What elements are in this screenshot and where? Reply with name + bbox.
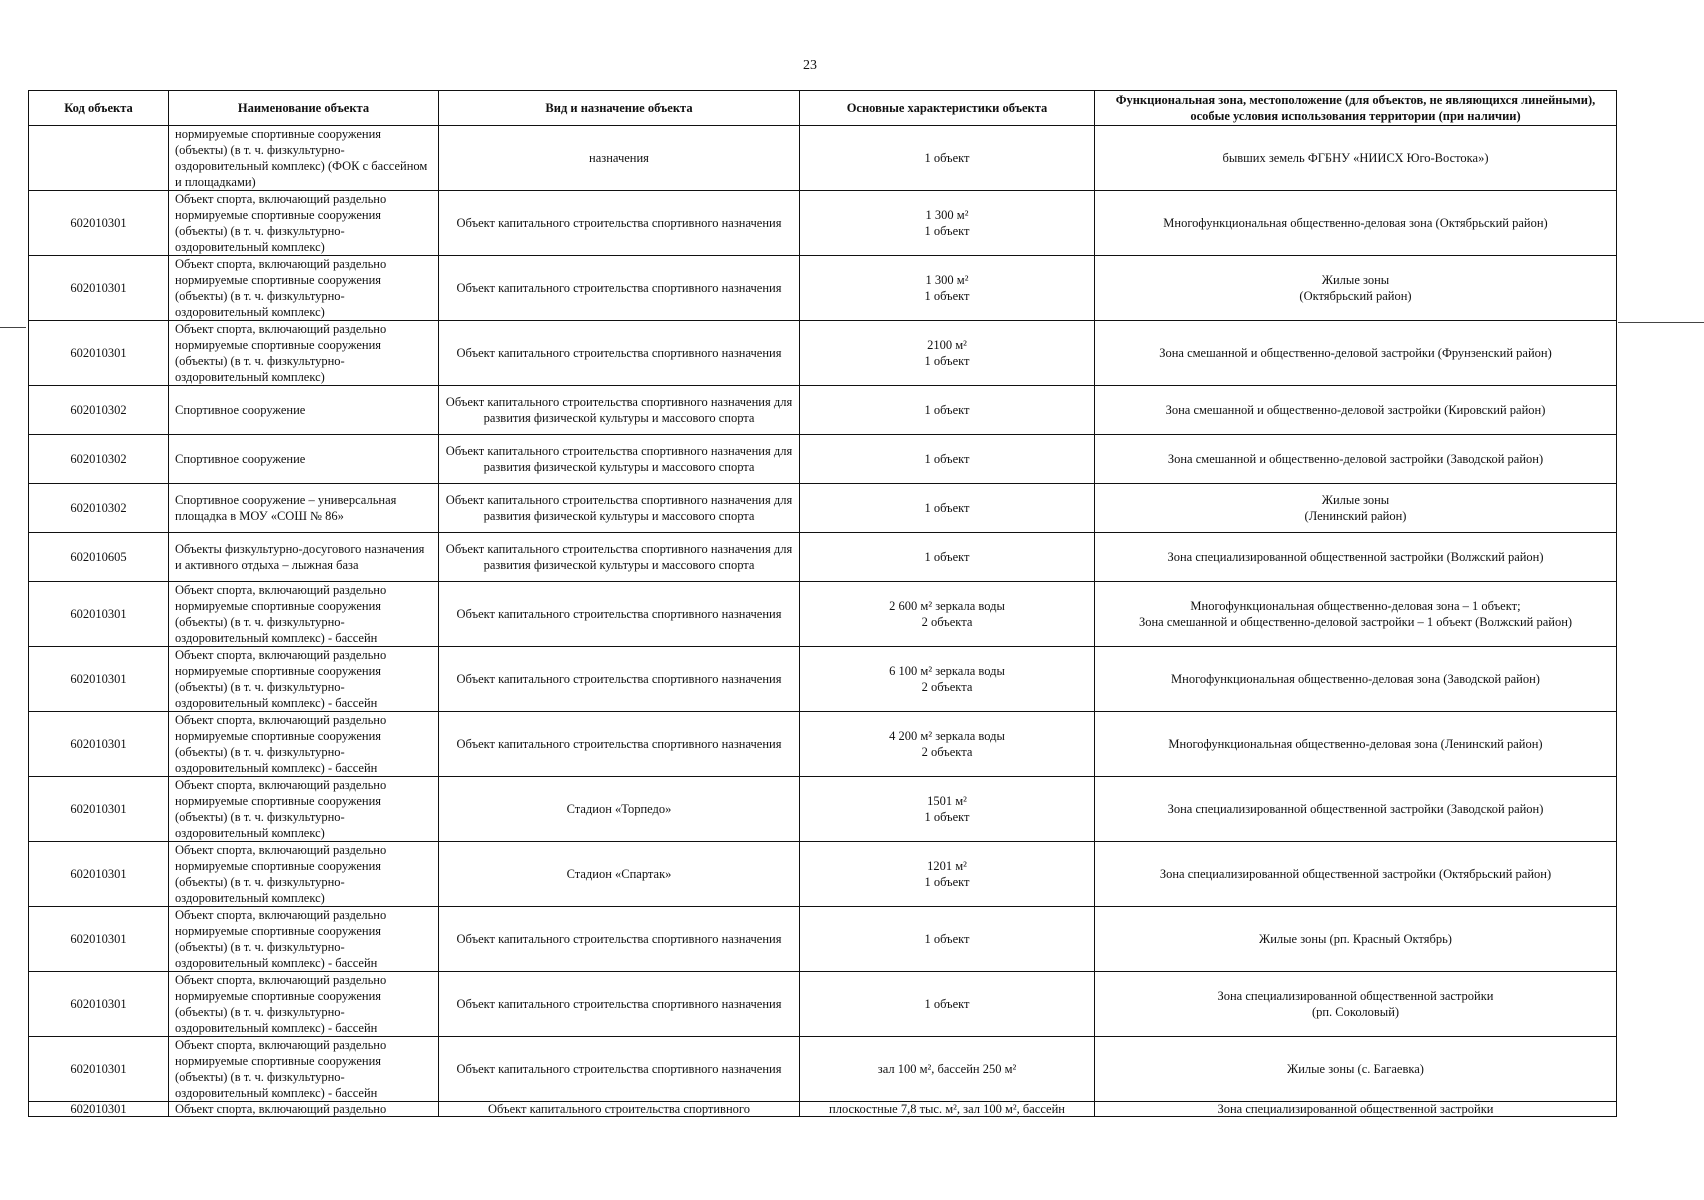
table-row [29,386,1617,435]
table-row-continuation [29,126,1617,191]
characteristics-line: 1201 м² [927,859,967,873]
cell-zone [1095,842,1617,907]
table-row [29,435,1617,484]
characteristics-line: 1 объект [924,354,970,368]
cell-zone: бывших земель ФГБНУ «НИИСХ Юго-Востока») [1095,126,1617,191]
header-characteristics: Основные характеристики объекта [800,91,1095,126]
table-row [29,907,1617,972]
cell-purpose: назначения [439,126,800,191]
zone-line: Многофункциональная общественно-деловая зона (Заводской район) [1171,672,1540,686]
cell-code [29,126,169,191]
cell-characteristics [800,582,1095,647]
table-row [29,191,1617,256]
characteristics-line: 1 объект [924,810,970,824]
zone-line: Зона смешанной и общественно-деловой застройки (Фрунзенский район) [1159,346,1552,360]
cell-name: Спортивное сооружение [169,386,439,435]
table-row [29,777,1617,842]
header-purpose: Вид и назначение объекта [439,91,800,126]
cell-purpose: Объект капитального строительства спортивного назначения [439,972,800,1037]
cell-zone [1095,484,1617,533]
cell-zone [1095,533,1617,582]
cell-purpose: Объект капитального строительства спортивного назначения [439,647,800,712]
table-row [29,256,1617,321]
zone-line: (Ленинский район) [1304,509,1407,523]
table-row [29,1102,1617,1117]
cell-characteristics [800,533,1095,582]
zone-line: Жилые зоны (рп. Красный Октябрь) [1259,932,1452,946]
characteristics-line: 1 объект [924,452,970,466]
cell-purpose: Объект капитального строительства спортивного назначения для развития физической культуры и массового спорта [439,386,800,435]
cell-characteristics [800,842,1095,907]
cell-zone [1095,647,1617,712]
cell-code: 602010302 [29,435,169,484]
cell-characteristics [800,712,1095,777]
cell-name: Объект спорта, включающий раздельно [169,1102,439,1117]
characteristics-line: 1 объект [924,403,970,417]
cell-name: Объект спорта, включающий раздельно нормируемые спортивные сооружения (объекты) (в т. ч. физкультурно-оздоровительный комплекс) - бассейн [169,1037,439,1102]
cell-characteristics [800,484,1095,533]
cell-purpose: Объект капитального строительства спортивного назначения [439,582,800,647]
characteristics-line: 1 объект [924,875,970,889]
cell-name: Объект спорта, включающий раздельно нормируемые спортивные сооружения (объекты) (в т. ч. физкультурно-оздоровительный комплекс) [169,842,439,907]
table-row [29,321,1617,386]
cell-characteristics [800,972,1095,1037]
cell-name: Объект спорта, включающий раздельно нормируемые спортивные сооружения (объекты) (в т. ч. физкультурно-оздоровительный комплекс) - бассейн [169,907,439,972]
cell-characteristics [800,256,1095,321]
cell-name: Объект спорта, включающий раздельно нормируемые спортивные сооружения (объекты) (в т. ч. физкультурно-оздоровительный комплекс) [169,256,439,321]
cell-zone [1095,191,1617,256]
cell-code: 602010301 [29,972,169,1037]
cell-characteristics [800,647,1095,712]
cell-characteristics: 1 объект [800,126,1095,191]
cell-code: 602010301 [29,842,169,907]
cell-purpose: Объект капитального строительства спортивного назначения [439,321,800,386]
characteristics-line: 1 объект [924,501,970,515]
cell-zone [1095,386,1617,435]
cell-name: Спортивное сооружение – универсальная площадка в МОУ «СОШ № 86» [169,484,439,533]
zone-line: Жилые зоны [1321,493,1390,507]
characteristics-line: 1 300 м² [925,208,969,222]
characteristics-line: 1 объект [924,224,970,238]
cell-code: 602010301 [29,907,169,972]
cell-zone [1095,321,1617,386]
cell-code: 602010302 [29,484,169,533]
zone-line: (рп. Соколовый) [1311,1005,1400,1019]
cell-characteristics [800,191,1095,256]
cell-code: 602010301 [29,712,169,777]
cell-zone [1095,712,1617,777]
cell-code: 602010301 [29,191,169,256]
cell-characteristics [800,435,1095,484]
cell-zone [1095,777,1617,842]
characteristics-line: 1 объект [924,289,970,303]
cell-characteristics [800,777,1095,842]
cell-name: Объект спорта, включающий раздельно нормируемые спортивные сооружения (объекты) (в т. ч. физкультурно-оздоровительный комплекс) - бассейн [169,972,439,1037]
cell-name: Объект спорта, включающий раздельно нормируемые спортивные сооружения (объекты) (в т. ч. физкультурно-оздоровительный комплекс) [169,777,439,842]
characteristics-line: 6 100 м² зеркала воды [889,664,1005,678]
cell-code: 602010301 [29,777,169,842]
cell-purpose: Объект капитального строительства спортивного назначения [439,1037,800,1102]
cell-name: Объект спорта, включающий раздельно нормируемые спортивные сооружения (объекты) (в т. ч. физкультурно-оздоровительный комплекс) - бассейн [169,582,439,647]
table-row [29,582,1617,647]
characteristics-line: 1 объект [924,932,970,946]
zone-line: Зона специализированной общественной застройки (Октябрьский район) [1159,867,1552,881]
zone-line: Многофункциональная общественно-деловая зона (Ленинский район) [1168,737,1543,751]
characteristics-line: 1501 м² [927,794,967,808]
zone-line: Жилые зоны (с. Багаевка) [1287,1062,1424,1076]
table-row [29,647,1617,712]
cell-code: 602010301 [29,256,169,321]
cell-code: 602010301 [29,1037,169,1102]
cell-purpose: Объект капитального строительства спортивного [439,1102,800,1117]
cell-purpose: Объект капитального строительства спортивного назначения для развития физической культуры и массового спорта [439,484,800,533]
table-row [29,972,1617,1037]
zone-line: (Октябрьский район) [1299,289,1412,303]
characteristics-line: 4 200 м² зеркала воды [889,729,1005,743]
zone-line: Многофункциональная общественно-деловая зона – 1 объект; [1190,599,1521,613]
characteristics-line: плоскостные 7,8 тыс. м², зал 100 м², бассейн [829,1102,1065,1116]
cell-purpose: Объект капитального строительства спортивного назначения для развития физической культуры и массового спорта [439,533,800,582]
cell-characteristics [800,386,1095,435]
cell-zone [1095,972,1617,1037]
characteristics-line: 2 объекта [921,680,973,694]
table-row [29,533,1617,582]
characteristics-line: 2 600 м² зеркала воды [889,599,1005,613]
table-header-row [29,91,1617,126]
cell-code: 602010605 [29,533,169,582]
cell-purpose: Объект капитального строительства спортивного назначения для развития физической культуры и массового спорта [439,435,800,484]
cell-purpose: Объект капитального строительства спортивного назначения [439,907,800,972]
cell-purpose: Стадион «Спартак» [439,842,800,907]
cell-purpose: Стадион «Торпедо» [439,777,800,842]
zone-line: Зона специализированной общественной застройки [1217,1102,1494,1116]
cell-zone [1095,435,1617,484]
cell-zone [1095,907,1617,972]
cell-characteristics [800,321,1095,386]
cell-code: 602010301 [29,582,169,647]
zone-line: Зона специализированной общественной застройки (Заводской район) [1167,802,1544,816]
characteristics-line: 2 объекта [921,615,973,629]
cell-code: 602010301 [29,1102,169,1117]
zone-line: Зона специализированной общественной застройки (Волжский район) [1167,550,1544,564]
header-code: Код объекта [29,91,169,126]
objects-table [28,90,1617,1117]
characteristics-line: 2100 м² [927,338,967,352]
page-number: 23 [803,58,817,73]
cell-characteristics [800,907,1095,972]
zone-line: Зона смешанной и общественно-деловой застройки – 1 объект (Волжский район) [1138,615,1573,629]
table-row [29,842,1617,907]
cell-name: Объекты физкультурно-досугового назначения и активного отдыха – лыжная база [169,533,439,582]
table-row [29,484,1617,533]
cell-characteristics [800,1037,1095,1102]
cell-zone [1095,1102,1617,1117]
scan-fold-mark-right [1618,322,1704,323]
scan-fold-mark-left [0,327,26,328]
header-zone: Функциональная зона, местоположение (для объектов, не являющихся линейными), особые условия использования территории (при наличии) [1095,91,1617,126]
cell-purpose: Объект капитального строительства спортивного назначения [439,256,800,321]
cell-code: 602010302 [29,386,169,435]
table-row [29,1037,1617,1102]
cell-code: 602010301 [29,321,169,386]
cell-zone [1095,256,1617,321]
cell-name: Объект спорта, включающий раздельно нормируемые спортивные сооружения (объекты) (в т. ч. физкультурно-оздоровительный комплекс) [169,321,439,386]
characteristics-line: зал 100 м², бассейн 250 м² [877,1062,1017,1076]
cell-zone [1095,582,1617,647]
zone-line: Зона смешанной и общественно-деловой застройки (Кировский район) [1165,403,1546,417]
cell-purpose: Объект капитального строительства спортивного назначения [439,191,800,256]
cell-zone [1095,1037,1617,1102]
cell-characteristics [800,1102,1095,1117]
cell-name: Спортивное сооружение [169,435,439,484]
characteristics-line: 2 объекта [921,745,973,759]
cell-name: Объект спорта, включающий раздельно нормируемые спортивные сооружения (объекты) (в т. ч. физкультурно-оздоровительный комплекс) - бассейн [169,647,439,712]
cell-name: нормируемые спортивные сооружения (объекты) (в т. ч. физкультурно-оздоровительный комплекс) (ФОК с бассейном и площадками) [169,126,439,191]
cell-name: Объект спорта, включающий раздельно нормируемые спортивные сооружения (объекты) (в т. ч. физкультурно-оздоровительный комплекс) [169,191,439,256]
cell-code: 602010301 [29,647,169,712]
characteristics-line: 1 объект [924,997,970,1011]
zone-line: Многофункциональная общественно-деловая зона (Октябрьский район) [1163,216,1548,230]
zone-line: Зона смешанной и общественно-деловой застройки (Заводской район) [1167,452,1544,466]
cell-name: Объект спорта, включающий раздельно нормируемые спортивные сооружения (объекты) (в т. ч. физкультурно-оздоровительный комплекс) - бассейн [169,712,439,777]
characteristics-line: 1 300 м² [925,273,969,287]
header-name: Наименование объекта [169,91,439,126]
table-row [29,712,1617,777]
zone-line: Жилые зоны [1321,273,1390,287]
characteristics-line: 1 объект [924,550,970,564]
cell-purpose: Объект капитального строительства спортивного назначения [439,712,800,777]
zone-line: Зона специализированной общественной застройки [1217,989,1494,1003]
